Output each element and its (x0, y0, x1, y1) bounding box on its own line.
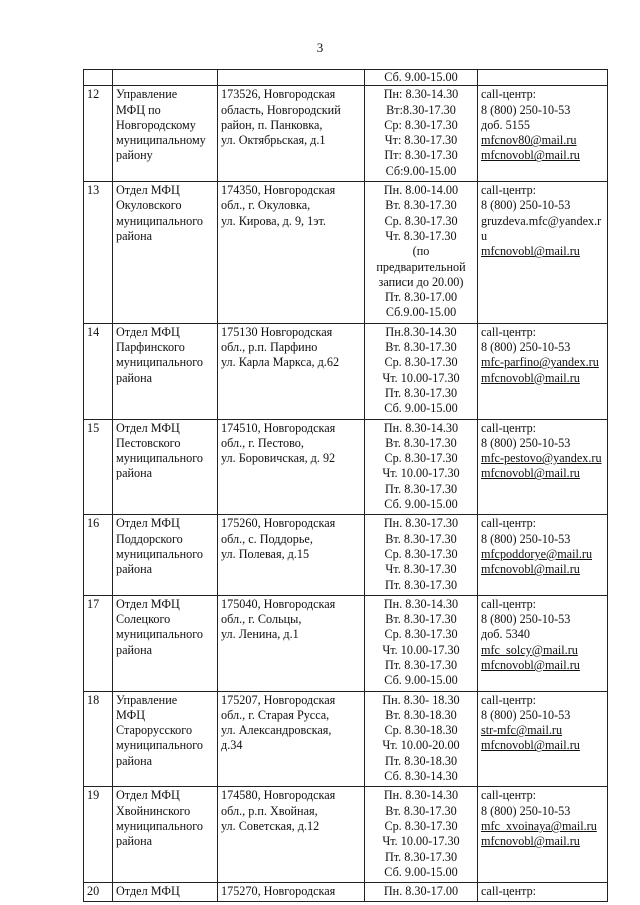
office-hours (365, 691, 478, 787)
hours-line: Сб:9.00-15.00 (385, 163, 457, 178)
hours-line: Вт. 8.30-17.30 (385, 198, 457, 213)
contact-line: call-центр: (481, 692, 537, 707)
hours-line: Пн. 8.00-14.00 (383, 183, 459, 198)
office-name-line: района (116, 834, 153, 849)
office-name-line: Отдел МФЦ (116, 324, 180, 339)
contact-cell (478, 70, 608, 86)
office-name-line: Управление (116, 87, 178, 102)
hours-line: Вт. 8.30-17.30 (385, 803, 457, 818)
office-address (218, 419, 365, 515)
address-line: обл., р.п. Хвойная, (221, 803, 318, 818)
email-link[interactable]: mfcnovobl@mail.ru (481, 244, 580, 259)
contact-line: call-центр: (481, 87, 537, 102)
address-line: район, п. Панковка, (221, 117, 323, 132)
office-hours (365, 515, 478, 595)
table-row (84, 182, 608, 324)
address-line: обл., р.п. Парфино (221, 340, 318, 355)
office-hours (365, 595, 478, 691)
office-name-line: Отдел МФЦ (116, 420, 180, 435)
hours-line: Ср. 8.30-17.30 (384, 451, 458, 466)
office-contacts (478, 883, 608, 902)
hours-line: Пт. 8.30-17.30 (384, 657, 458, 672)
table-row-continuation (84, 70, 608, 86)
hours-line: Чт. 10.00-17.30 (382, 466, 460, 481)
office-hours (365, 419, 478, 515)
address-line: обл., г. Старая Русса, (221, 707, 330, 722)
row-number: 13 (84, 182, 113, 324)
office-name-line: Поддорского (116, 531, 183, 546)
hours-cell (365, 70, 478, 86)
office-name (113, 595, 218, 691)
hours-line: Ср: 8.30-17.30 (384, 117, 458, 132)
address-line: обл., г. Пестово, (221, 435, 304, 450)
office-name-line: муниципальному (116, 133, 206, 148)
contact-line: 8 (800) 250-10-53 (481, 435, 571, 450)
email-link[interactable]: mfcnov80@mail.ru (481, 133, 577, 148)
office-name (113, 419, 218, 515)
office-name-line: району (116, 148, 153, 163)
office-address (218, 86, 365, 182)
hours-line: Ср. 8.30-17.30 (384, 213, 458, 228)
hours-line: Сб. 9.00-15.00 (384, 673, 458, 688)
office-name-line: муниципального (116, 818, 203, 833)
contact-line: call-центр: (481, 884, 537, 899)
hours-line: Пн. 8.30-14.30 (383, 420, 459, 435)
email-link[interactable]: mfc-parfino@yandex.ru (481, 355, 599, 370)
contact-line: доб. 5155 (481, 117, 530, 132)
hours-line: Ср. 8.30-17.30 (384, 627, 458, 642)
contact-line: call-центр: (481, 183, 537, 198)
hours-line: Вт. 8.30-17.30 (385, 435, 457, 450)
email-link[interactable]: mfc-pestovo@yandex.ru (481, 451, 602, 466)
row-number: 20 (84, 883, 113, 902)
address-line: ул. Советская, д.12 (221, 818, 320, 833)
hours-line: Пн. 8.30-14.30 (383, 788, 459, 803)
contact-line: 8 (800) 250-10-53 (481, 707, 571, 722)
office-name-line: района (116, 228, 153, 243)
office-name-line: Новгородскому (116, 117, 196, 132)
email-link[interactable]: mfcnovobl@mail.ru (481, 657, 580, 672)
hours-line: Чт: 8.30-17.30 (384, 133, 458, 148)
hours-line: Сб. 9.00-15.00 (384, 864, 458, 879)
hours-line: Вт:8.30-17.30 (386, 102, 456, 117)
row-number: 14 (84, 323, 113, 419)
hours-line: Чт. 8.30-17.30 (385, 228, 457, 243)
office-name-line: МФЦ по (116, 102, 161, 117)
hours-line: Пн: 8.30-14.30 (383, 87, 459, 102)
office-name-line: района (116, 562, 153, 577)
number-cell (84, 70, 113, 86)
address-line: область, Новгородский (221, 102, 341, 117)
contact-line: 8 (800) 250-10-53 (481, 612, 571, 627)
contact-line: gruzdeva.mfc@yandex.r (481, 213, 602, 228)
office-contacts (478, 595, 608, 691)
office-hours (365, 787, 478, 883)
table-row (84, 883, 608, 902)
table-row (84, 787, 608, 883)
office-address (218, 323, 365, 419)
office-name-line: Окуловского (116, 198, 182, 213)
office-name (113, 323, 218, 419)
office-name-line: Отдел МФЦ (116, 183, 180, 198)
office-name-line: района (116, 753, 153, 768)
address-line: обл., г. Окуловка, (221, 198, 311, 213)
address-line: ул. Ленина, д.1 (221, 627, 299, 642)
row-number: 12 (84, 86, 113, 182)
address-line: 175040, Новгородская (221, 596, 336, 611)
hours-line: Вт. 8.30-17.30 (385, 612, 457, 627)
office-contacts (478, 419, 608, 515)
hours-line: Пн. 8.30- 18.30 (382, 692, 460, 707)
table-row (84, 595, 608, 691)
address-line: 174580, Новгородская (221, 788, 336, 803)
office-name-line: района (116, 642, 153, 657)
hours-line: Сб. 9.00-15.00 (384, 497, 458, 512)
hours-line: Пн. 8.30-14.30 (383, 596, 459, 611)
contact-line: call-центр: (481, 788, 537, 803)
office-hours (365, 883, 478, 902)
office-name (113, 691, 218, 787)
office-name-line: муниципального (116, 451, 203, 466)
hours-line: Пн.8.30-14.30 (385, 324, 457, 339)
hours-line: Чт. 10.00-17.30 (382, 370, 460, 385)
hours-line: Чт. 8.30-17.30 (385, 562, 457, 577)
hours-line: Вт. 8.30-18.30 (385, 707, 457, 722)
hours-line: Пт: 8.30-17.30 (384, 148, 458, 163)
contact-line: call-центр: (481, 324, 537, 339)
office-name-line: Пестовского (116, 435, 181, 450)
office-name-line: муниципального (116, 546, 203, 561)
office-name-line: Отдел МФЦ (116, 788, 180, 803)
address-line: обл., г. Сольцы, (221, 612, 302, 627)
office-hours (365, 86, 478, 182)
office-name-line: Старорусского (116, 723, 193, 738)
address-line: д.34 (221, 738, 243, 753)
hours-line: Чт. 10.00-17.30 (382, 834, 460, 849)
email-link[interactable]: str-mfc@mail.ru (481, 723, 563, 738)
email-link[interactable]: mfc_xvoinaya@mail.ru (481, 818, 597, 833)
email-link[interactable]: mfcnovobl@mail.ru (481, 466, 580, 481)
row-number: 18 (84, 691, 113, 787)
office-name-line: муниципального (116, 213, 203, 228)
office-name-line: муниципального (116, 627, 203, 642)
hours-line: Пт. 8.30-18.30 (384, 753, 458, 768)
table-row (84, 86, 608, 182)
office-name (113, 515, 218, 595)
office-address (218, 691, 365, 787)
address-line: 175207, Новгородская (221, 692, 336, 707)
office-name-line: Хвойнинского (116, 803, 191, 818)
email-link[interactable]: mfc_solcy@mail.ru (481, 642, 578, 657)
office-address (218, 787, 365, 883)
office-contacts (478, 691, 608, 787)
hours-line: Вт. 8.30-17.30 (385, 531, 457, 546)
office-contacts (478, 515, 608, 595)
contact-line: 8 (800) 250-10-53 (481, 531, 571, 546)
row-number: 15 (84, 419, 113, 515)
email-link[interactable]: mfcnovobl@mail.ru (481, 562, 580, 577)
hours-line: Сб. 9.00-15.00 (384, 401, 458, 416)
table-row (84, 515, 608, 595)
hours-line: Сб.9.00-15.00 (385, 305, 457, 320)
contact-line: доб. 5340 (481, 627, 530, 642)
contact-line: 8 (800) 250-10-53 (481, 102, 571, 117)
table-row (84, 323, 608, 419)
address-line: 175130 Новгородская (221, 324, 333, 339)
office-name (113, 883, 218, 902)
table-row (84, 691, 608, 787)
office-address (218, 595, 365, 691)
contact-line: call-центр: (481, 516, 537, 531)
hours-line: Пт. 8.30-17.30 (384, 849, 458, 864)
address-line: 175260, Новгородская (221, 516, 336, 531)
email-link[interactable]: mfcnovobl@mail.ru (481, 148, 580, 163)
address-line: ул. Полевая, д.15 (221, 546, 310, 561)
contact-line: 8 (800) 250-10-53 (481, 198, 571, 213)
office-name-line: Солецкого (116, 612, 171, 627)
hours-line: Пт. 8.30-17.30 (384, 385, 458, 400)
contact-line: 8 (800) 250-10-53 (481, 340, 571, 355)
contact-line: call-центр: (481, 596, 537, 611)
address-line: 174510, Новгородская (221, 420, 336, 435)
hours-line: Чт. 10.00-20.00 (382, 738, 460, 753)
address-line: 175270, Новгородская (221, 884, 336, 899)
office-hours (365, 182, 478, 324)
hours-line: Ср. 8.30-18.30 (384, 723, 458, 738)
row-number: 17 (84, 595, 113, 691)
address-line: ул. Боровичская, д. 92 (221, 451, 336, 466)
address-line: ул. Октябрьская, д.1 (221, 133, 326, 148)
office-name (113, 86, 218, 182)
name-cell (113, 70, 218, 86)
contact-line: u (481, 228, 488, 243)
office-address (218, 883, 365, 902)
contact-line: call-центр: (481, 420, 537, 435)
address-line: обл., с. Поддорье, (221, 531, 313, 546)
hours-line: предварительной (376, 259, 466, 274)
address-line: ул. Александровская, (221, 723, 332, 738)
address-line: 174350, Новгородская (221, 183, 336, 198)
office-address (218, 515, 365, 595)
hours-line: Вт. 8.30-17.30 (385, 340, 457, 355)
office-name (113, 787, 218, 883)
office-contacts (478, 323, 608, 419)
hours-line: Ср. 8.30-17.30 (384, 355, 458, 370)
office-hours (365, 323, 478, 419)
office-name-line: МФЦ (116, 707, 146, 722)
hours-line: Ср. 8.30-17.30 (384, 818, 458, 833)
address-line: 173526, Новгородская (221, 87, 336, 102)
office-contacts (478, 787, 608, 883)
office-contacts (478, 182, 608, 324)
office-name-line: района (116, 466, 153, 481)
table-row (84, 419, 608, 515)
hours-line: Пт. 8.30-17.00 (384, 290, 458, 305)
office-name-line: Отдел МФЦ (116, 516, 180, 531)
office-name (113, 182, 218, 324)
email-link[interactable]: mfcnovobl@mail.ru (481, 370, 580, 385)
page-number: 3 (316, 40, 324, 55)
office-name-line: Отдел МФЦ (116, 596, 180, 611)
email-link[interactable]: mfcpoddorye@mail.ru (481, 546, 593, 561)
email-link[interactable]: mfcnovobl@mail.ru (481, 834, 580, 849)
office-name-line: района (116, 370, 153, 385)
office-name-line: муниципального (116, 355, 203, 370)
email-link[interactable]: mfcnovobl@mail.ru (481, 738, 580, 753)
address-cell (218, 70, 365, 86)
address-line: ул. Кирова, д. 9, 1эт. (221, 213, 326, 228)
hours-line: Пн. 8.30-17.30 (383, 516, 459, 531)
office-name-line: Управление (116, 692, 178, 707)
hours-line: (по (412, 244, 430, 259)
office-name-line: Отдел МФЦ (116, 884, 180, 899)
address-line: ул. Карла Маркса, д.62 (221, 355, 340, 370)
hours-line: Сб. 9.00-15.00 (384, 70, 458, 84)
office-name-line: муниципального (116, 738, 203, 753)
hours-line: записи до 20.00) (378, 274, 464, 289)
hours-line: Сб. 8.30-14.30 (384, 769, 458, 784)
hours-line: Пт. 8.30-17.30 (384, 481, 458, 496)
office-name-line: Парфинского (116, 340, 185, 355)
row-number: 16 (84, 515, 113, 595)
hours-line: Ср. 8.30-17.30 (384, 546, 458, 561)
hours-line: Пн. 8.30-17.00 (383, 884, 459, 899)
contact-line: 8 (800) 250-10-53 (481, 803, 571, 818)
hours-line: Пт. 8.30-17.30 (384, 577, 458, 592)
hours-line: Чт. 10.00-17.30 (382, 642, 460, 657)
office-address (218, 182, 365, 324)
mfc-offices-table (83, 69, 608, 902)
row-number: 19 (84, 787, 113, 883)
office-contacts (478, 86, 608, 182)
